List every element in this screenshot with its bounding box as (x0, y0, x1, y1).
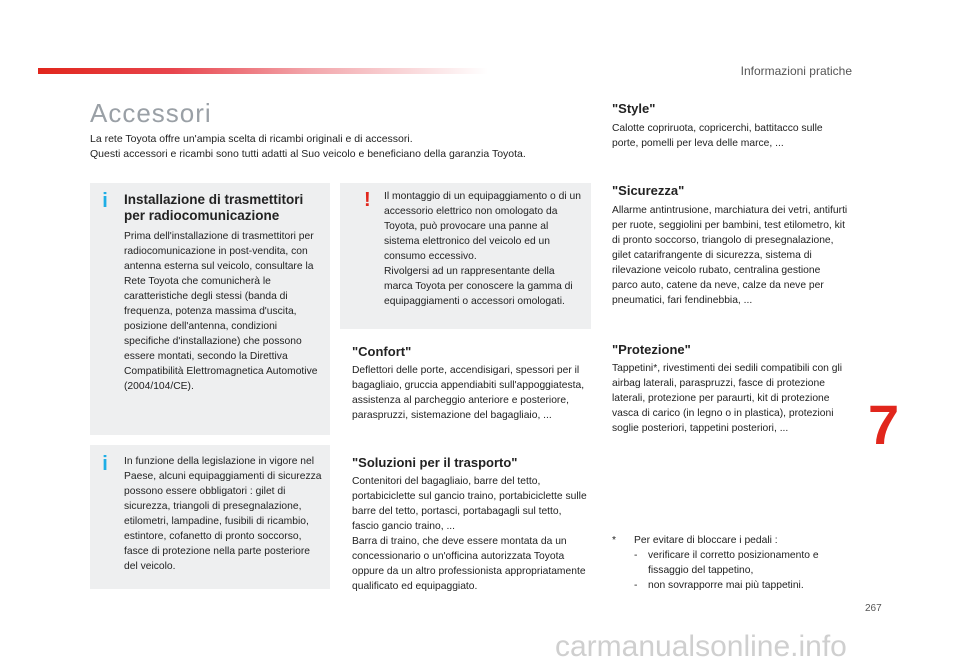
info-icon: i (102, 453, 108, 475)
footnote (634, 533, 848, 593)
header-accent-bar (38, 68, 488, 74)
footnote-marker: * (612, 535, 617, 546)
info-box-title: Installazione di trasmettitori per radiocomunicazione (124, 192, 304, 223)
text-protezione: Tappetini*, rivestimenti dei sedili compatibili con gli airbag laterali, paraspruzzi, fasce di protezione laterali, protezione per paraurti, kit di protezione vasca di carico (in legno o in plastica), protezioni soglie posteriori, tappetini posteriori, ... (612, 363, 843, 434)
warning-box (340, 183, 591, 329)
footnote-item: - verificare il corretto posizionamento e fissaggio del tappetino, (634, 548, 848, 578)
info-box-radio (90, 183, 330, 435)
intro-line: Questi accessori e ricambi sono tutti adatti al Suo veicolo e beneficiano della garanzia Toyota. (90, 148, 526, 160)
text-sicurezza: Allarme antintrusione, marchiatura dei vetri, antifurti per ruote, seggiolini per bambini, test etilometro, kit di pronto soccorso, triangolo di presegnalazione, gilet catarifrangente di sicurezza, sistema di rilevazione veicolo rubato, centralina gestione parco auto, catene da neve, calze da neve per pneumatici, fari fendinebbia, ... (612, 205, 848, 306)
info-box-text: Prima dell'installazione di trasmettitori per radiocomunicazione in post-vendita, con antenna esterna sul veicolo, consultare la Rete Toyota che comunicherà le caratteristiche degli stessi (banda di frequenza, potenza massima d'uscita, posizione dell'antenna, condizioni specifiche d'installazione) che possono essere montati, secondo la Direttiva Compatibilità Elettromagnetica Automotive (2004/104/CE). (124, 231, 318, 392)
watermark: carmanualsonline.info (555, 630, 847, 663)
warning-text-1: Il montaggio di un equipaggiamento o di un accessorio elettrico non omologato da Toyota, può provocare una panne al sistema elettronico del veicolo ed un consumo eccessivo. (384, 191, 581, 262)
warning-text-2: Rivolgersi ad un rappresentante della marca Toyota per conoscere la gamma di equipaggiamenti o accessori omologati. (384, 266, 573, 307)
chapter-number: 7 (868, 393, 900, 456)
warning-icon: ! (364, 189, 371, 211)
intro-line: La rete Toyota offre un'ampia scelta di ricambi originali e di accessori. (90, 133, 413, 145)
heading-sicurezza: "Sicurezza" (612, 183, 685, 198)
text-confort: Deflettori delle porte, accendisigari, spessori per il bagagliaio, gruccia appendiabiti sull'appoggiatesta, assistenza al parcheggio anteriore e posteriore, paraspruzzi, sistemazione del bagagliaio, ... (352, 365, 585, 421)
heading-protezione: "Protezione" (612, 342, 691, 357)
text-trasporto-2: Barra di traino, che deve essere montata da un concessionario o un'officina autorizzata Toyota oppure da un altro professionista appropriatamente qualificato ed equipaggiato. (352, 536, 586, 592)
text-style: Calotte copriruota, copricerchi, battitacco sulle porte, pomelli per leva delle marce, ... (612, 123, 823, 149)
footnote-item: - non sovrapporre mai più tappetini. (634, 578, 848, 593)
warning-text (384, 189, 586, 309)
page-title: Accessori (90, 98, 212, 128)
info-icon: i (102, 190, 108, 212)
heading-style: "Style" (612, 101, 656, 116)
info-box-safety (90, 445, 330, 589)
heading-trasporto: "Soluzioni per il trasporto" (352, 455, 518, 470)
footnote-lead: Per evitare di bloccare i pedali : (634, 535, 778, 546)
text-trasporto-1: Contenitori del bagagliaio, barre del tetto, portabiciclette sul gancio traino, portabiciclette sulle barre del tetto, portasci, portabagagli sul tetto, fascio gancio traino, ... (352, 476, 587, 532)
text-trasporto (352, 474, 590, 594)
intro-text (90, 132, 610, 162)
heading-confort: "Confort" (352, 344, 412, 359)
page-number: 267 (865, 603, 882, 614)
footnote-list (634, 548, 848, 593)
info-box-text: In funzione della legislazione in vigore nel Paese, alcuni equipaggiamenti di sicurezza possono essere obbligatori : gilet di sicurezza, triangoli di presegnalazione, etilometri, lampadine, fusibili di ricambio, estintore, cofanetto di pronto soccorso, fasce di protezione nella parte posteriore del veicolo. (124, 456, 322, 572)
section-label: Informazioni pratiche (740, 64, 852, 78)
